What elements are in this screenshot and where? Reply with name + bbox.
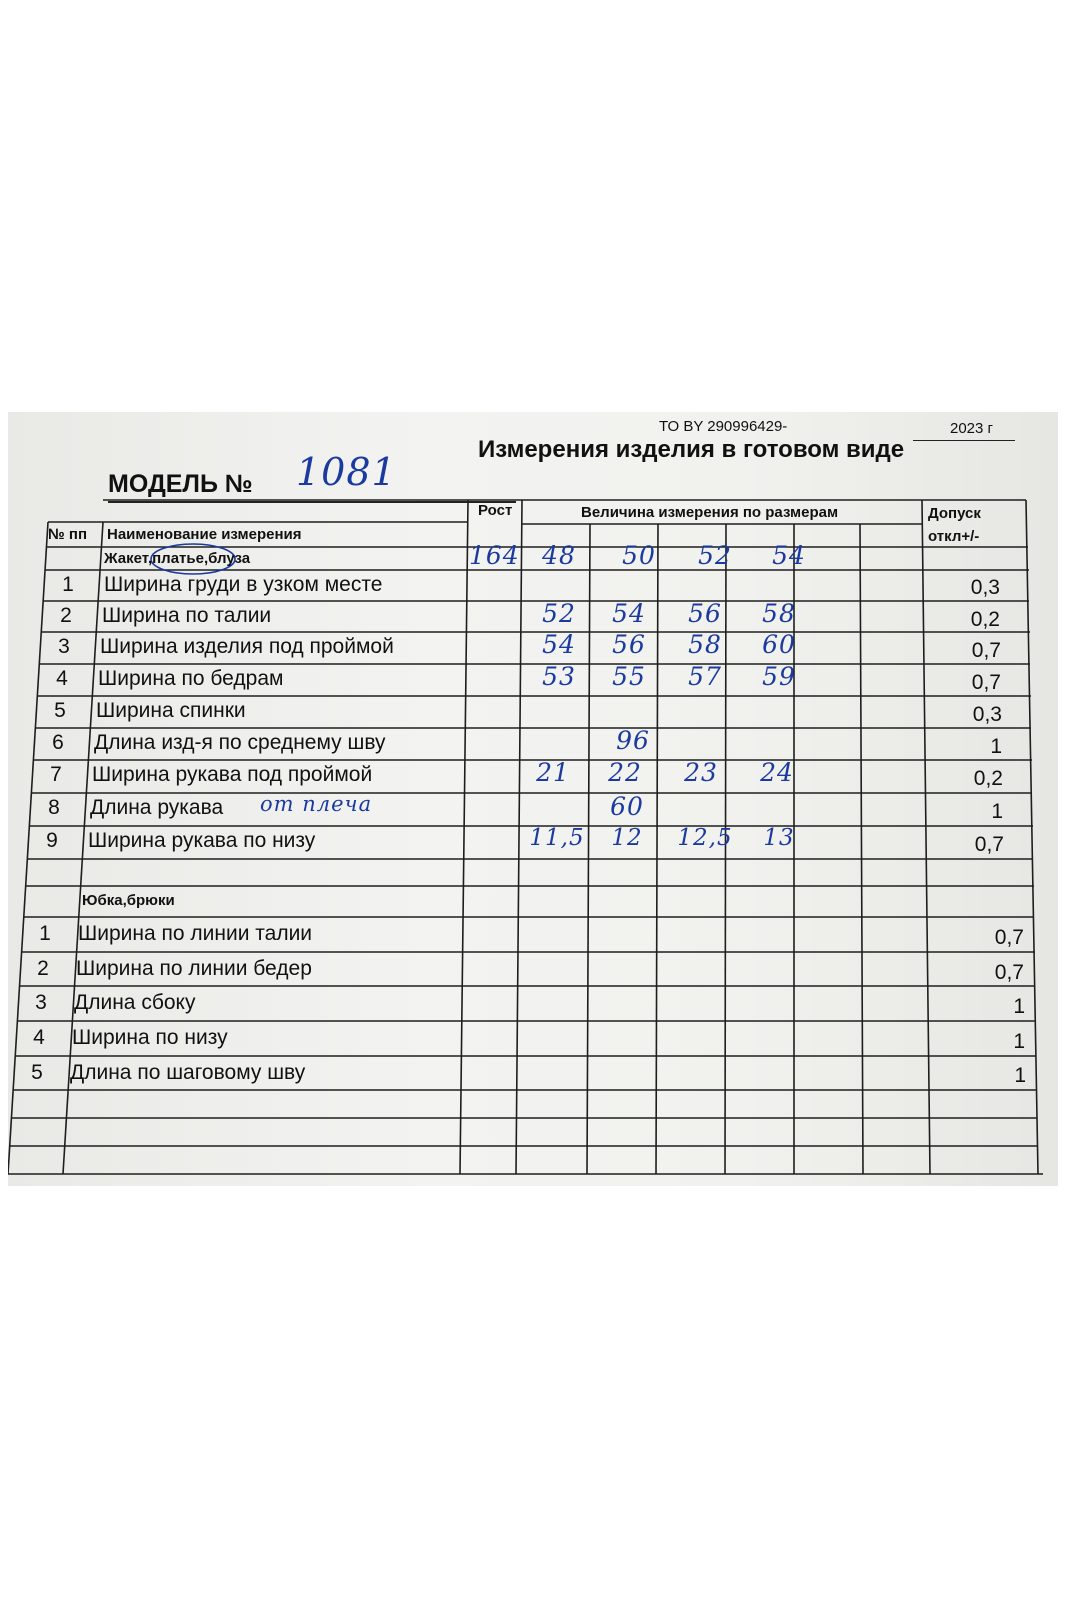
size-value: 21	[536, 758, 570, 787]
measurement-name: Ширина по линии талии	[78, 922, 313, 945]
header-tolerance-sub: откл+/-	[928, 528, 980, 545]
tolerance-value: 0,7	[994, 961, 1024, 984]
size-value: 11,5	[529, 825, 585, 851]
tolerance-value: 1	[1013, 995, 1025, 1018]
row-number: 4	[56, 667, 68, 690]
tolerance-value: 0,7	[994, 926, 1024, 949]
tolerance-value: 0,3	[970, 576, 1000, 599]
size-value: 24	[760, 758, 794, 787]
header-sizes: Величина измерения по размерам	[581, 504, 839, 521]
size-value: 96	[616, 726, 650, 755]
size-value: 56	[688, 599, 722, 628]
tolerance-value: 0,7	[974, 833, 1004, 856]
size-value: 54	[542, 630, 576, 659]
row-number: 1	[39, 922, 51, 945]
row-number: 2	[60, 604, 72, 627]
size-value: 60	[610, 792, 644, 821]
row-number: 3	[35, 991, 47, 1014]
size-value: 12	[611, 825, 643, 851]
tolerance-value: 1	[1014, 1064, 1026, 1087]
row-number: 8	[48, 796, 60, 819]
tolerance-value: 1	[1013, 1030, 1025, 1053]
tolerance-value: 0,7	[971, 639, 1001, 662]
measurement-name: Ширина по низу	[72, 1026, 228, 1049]
size-value: 13	[763, 825, 795, 851]
size-value: 52	[542, 599, 576, 628]
row-number: 9	[46, 829, 58, 852]
section-label-skirt: Юбка,брюки	[82, 892, 175, 909]
tolerance-value: 1	[991, 800, 1003, 823]
size-value: 22	[608, 758, 642, 787]
measurement-name: Ширина груди в узком месте	[104, 573, 383, 596]
to-code: ТО BY 290996429-	[659, 418, 788, 435]
row-number: 5	[31, 1061, 43, 1084]
measurement-name: Ширина спинки	[96, 699, 246, 722]
row-number: 4	[33, 1026, 45, 1049]
row-number: 1	[62, 573, 74, 596]
tolerance-value: 0,2	[973, 767, 1003, 790]
measurement-name: Длина рукава	[90, 796, 224, 819]
model-number: 1081	[296, 450, 397, 494]
size-value: 58	[762, 599, 796, 628]
measurement-name: Ширина по талии	[102, 604, 272, 627]
tolerance-value: 0,7	[971, 671, 1001, 694]
size-value: 12,5	[677, 825, 733, 851]
size-value: 60	[762, 630, 796, 659]
tolerance-value: 0,3	[972, 703, 1002, 726]
size-value: 58	[688, 630, 722, 659]
height-value: 164	[469, 541, 520, 570]
measurement-name: Ширина рукава под проймой	[92, 763, 373, 786]
measurement-name: Ширина по бедрам	[98, 667, 284, 690]
size-50: 50	[622, 541, 656, 570]
size-value: 56	[612, 630, 646, 659]
size-value: 59	[762, 662, 796, 691]
header-tolerance: Допуск	[928, 505, 981, 522]
row-number: 5	[54, 699, 66, 722]
row-number: 3	[58, 635, 70, 658]
size-value: 53	[542, 662, 576, 691]
measurement-name: Ширина по линии бедер	[76, 957, 312, 980]
measurement-name: Длина по шаговому шву	[70, 1061, 306, 1084]
row-number: 7	[50, 763, 62, 786]
row-number: 6	[52, 731, 64, 754]
measurement-name: Ширина рукава по низу	[88, 829, 316, 852]
size-54: 54	[772, 541, 806, 570]
tolerance-value: 0,2	[970, 608, 1000, 631]
year: 2023 г	[950, 420, 994, 437]
model-label: МОДЕЛЬ №	[108, 470, 253, 498]
measurement-name: Длина изд-я по среднему шву	[94, 731, 386, 754]
size-value: 55	[612, 662, 646, 691]
model-underline	[108, 501, 516, 503]
size-value: 54	[612, 599, 646, 628]
header-height: Рост	[478, 502, 513, 519]
tolerance-value: 1	[990, 735, 1002, 758]
section-label-jacket: Жакет,платье,блуза	[104, 550, 251, 567]
header-name: Наименование измерения	[107, 526, 302, 543]
size-52: 52	[698, 541, 732, 570]
header-no: № пп	[48, 526, 88, 543]
size-value: 57	[688, 662, 722, 691]
measurement-sheet	[8, 412, 1058, 1186]
row-number: 2	[37, 957, 49, 980]
size-value: 23	[684, 758, 718, 787]
measurement-name: Длина сбоку	[74, 991, 196, 1014]
measurement-name: Ширина изделия под проймой	[100, 635, 394, 658]
handwritten-note: от плеча	[260, 792, 373, 816]
year-underline	[913, 440, 1015, 441]
document-title: Измерения изделия в готовом виде	[478, 436, 905, 463]
size-48: 48	[542, 541, 576, 570]
